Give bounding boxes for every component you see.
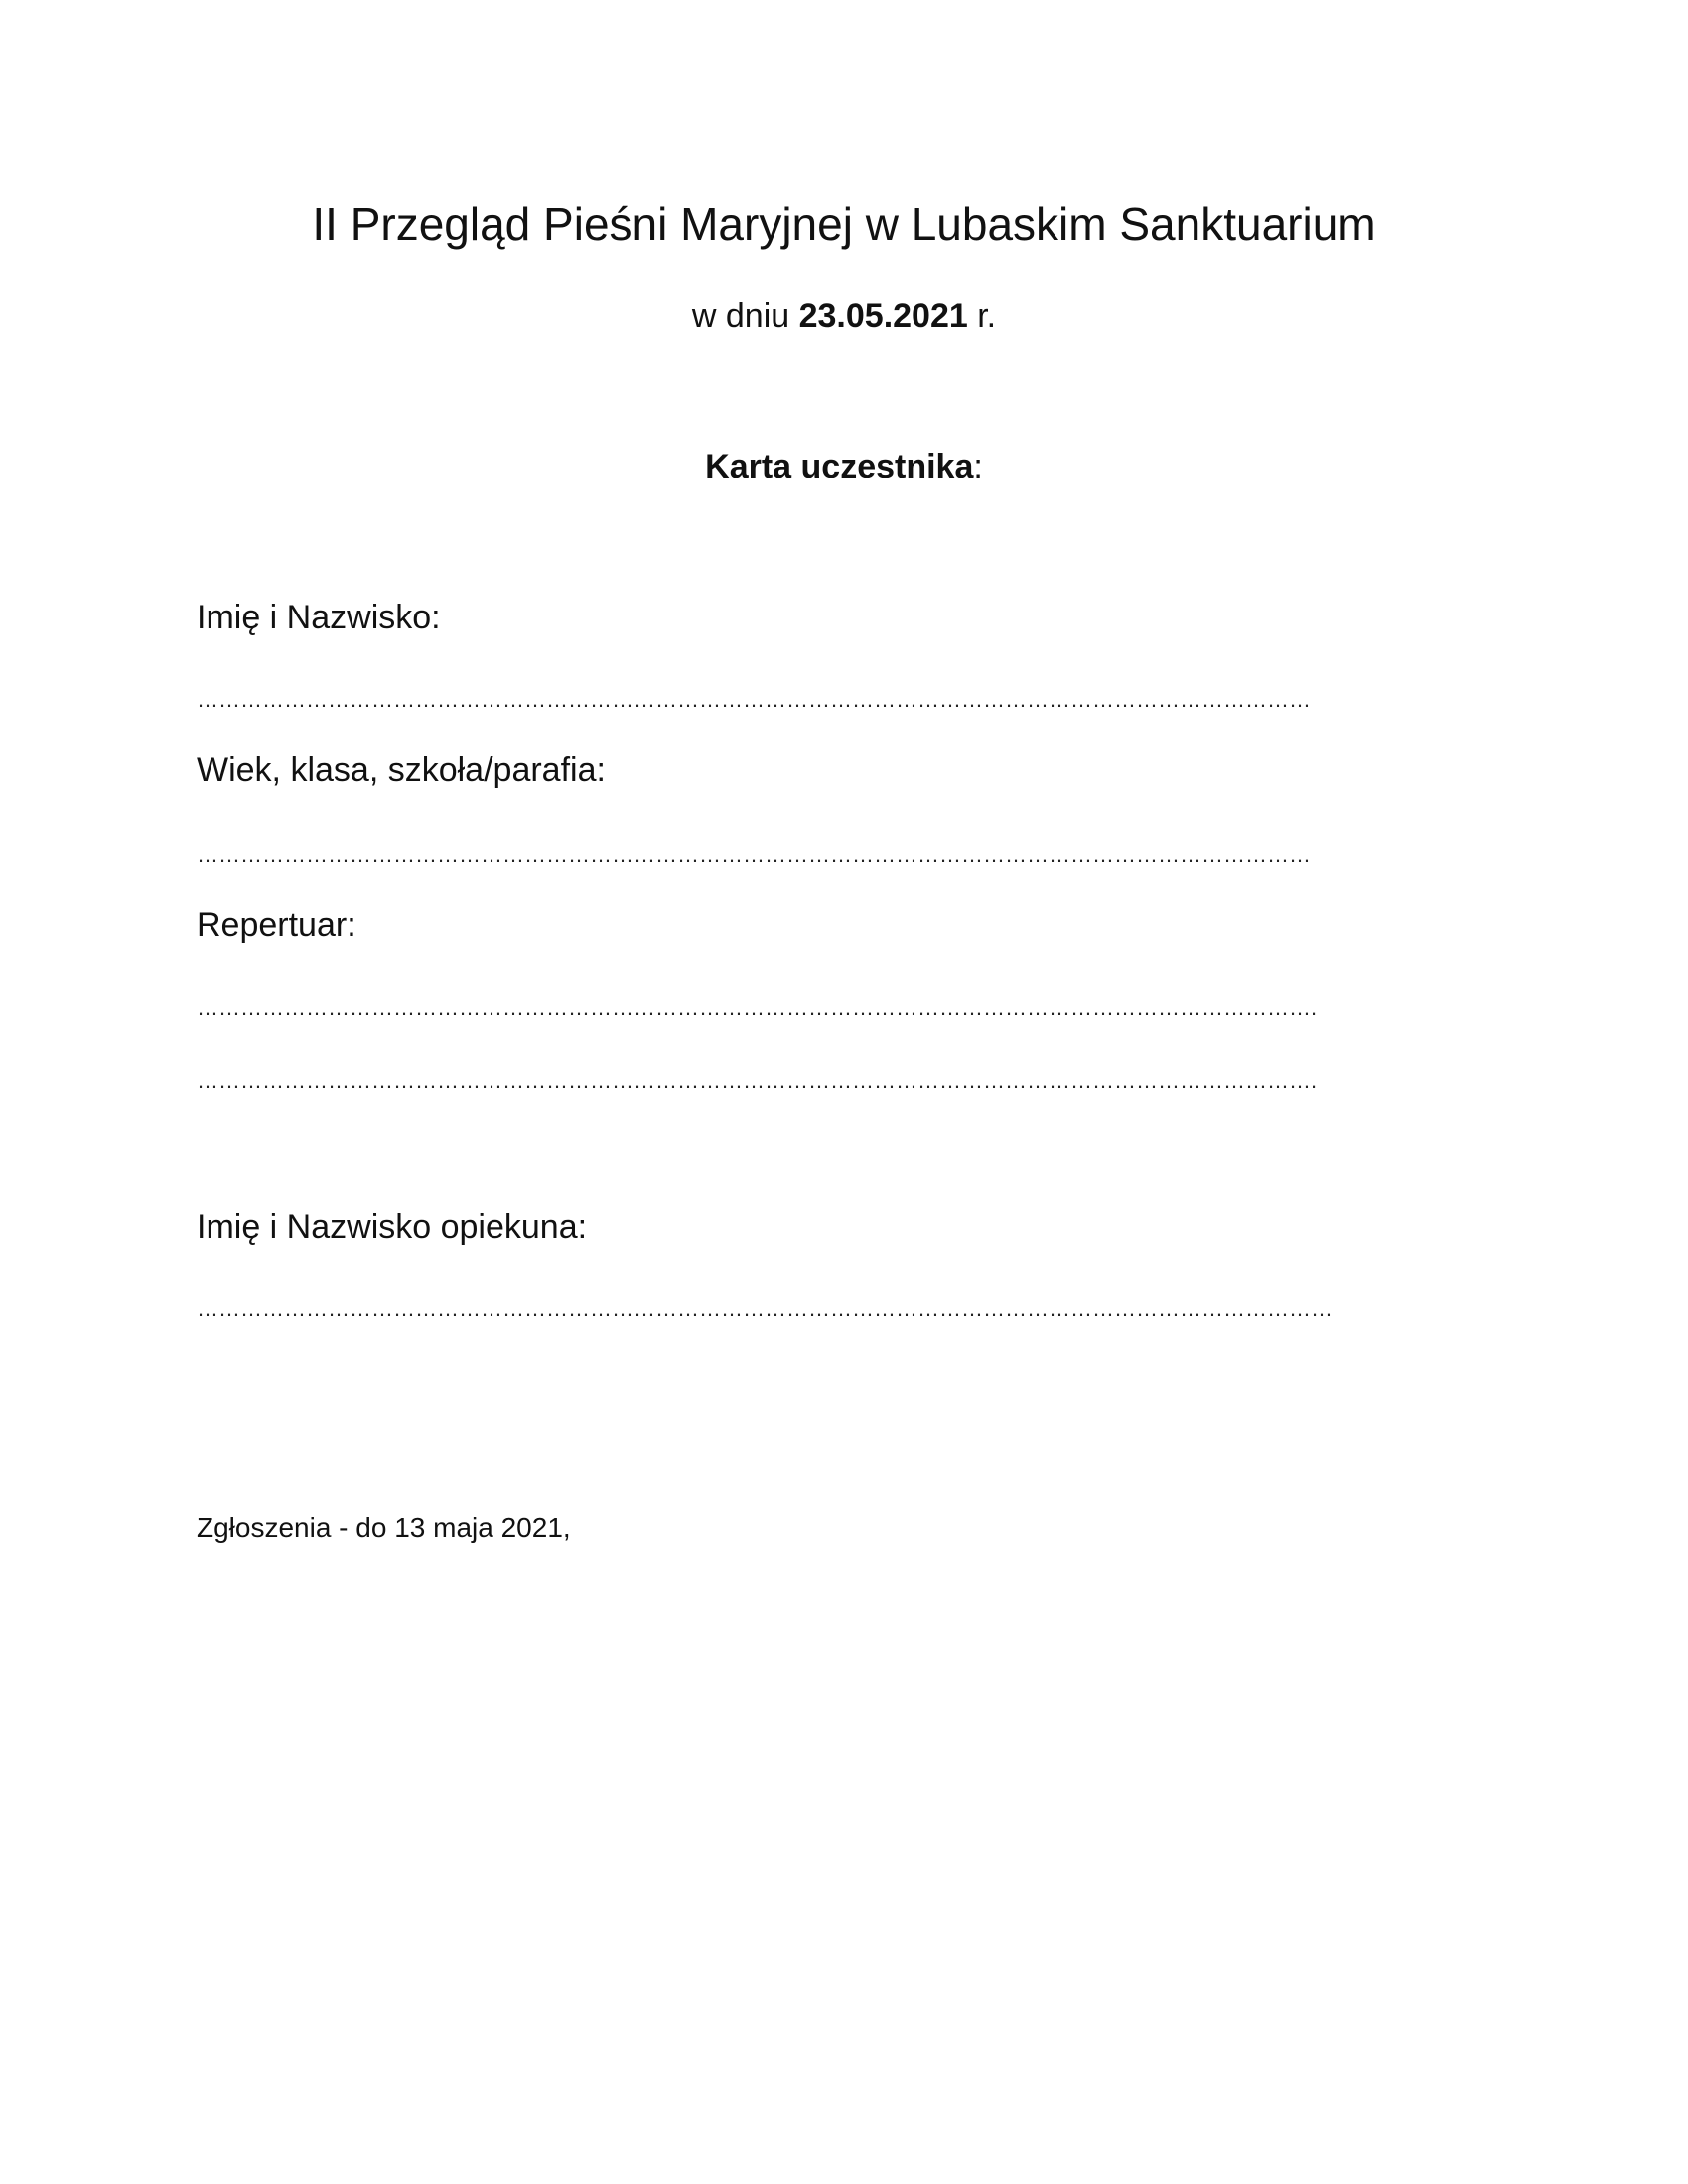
event-date-line bbox=[0, 294, 1688, 338]
repertoire-fill-line-1: ………………………………………………………………………………………………………………………………………. bbox=[197, 995, 1318, 1020]
repertoire-fill-line-2: ………………………………………………………………………………………………………………………………………. bbox=[197, 1068, 1318, 1093]
age-class-school-fill-line: ……………………………………………………………………………………………………………………………………… bbox=[197, 842, 1311, 867]
registration-deadline-note: Zgłoszenia - do 13 maja 2021, bbox=[197, 1512, 571, 1543]
event-date: 23.05.2021 bbox=[798, 297, 968, 335]
repertoire-label: Repertuar: bbox=[197, 906, 356, 944]
participant-name-label: Imię i Nazwisko: bbox=[197, 599, 441, 636]
date-suffix: r. bbox=[967, 297, 997, 335]
age-class-school-label: Wiek, klasa, szkoła/parafia: bbox=[197, 751, 606, 789]
participant-name-fill-line: ……………………………………………………………………………………………………………………………………… bbox=[197, 687, 1311, 712]
guardian-name-label: Imię i Nazwisko opiekuna: bbox=[197, 1208, 588, 1246]
card-heading-text: Karta uczestnika bbox=[705, 448, 974, 485]
card-heading bbox=[0, 445, 1688, 488]
date-prefix: w dniu bbox=[691, 297, 799, 335]
card-heading-colon: : bbox=[973, 448, 983, 485]
guardian-name-fill-line: ………………………………………………………………………………………………………………………………………… bbox=[197, 1297, 1333, 1321]
document-title: II Przegląd Pieśni Maryjnej w Lubaskim Sanktuarium bbox=[312, 199, 1376, 250]
